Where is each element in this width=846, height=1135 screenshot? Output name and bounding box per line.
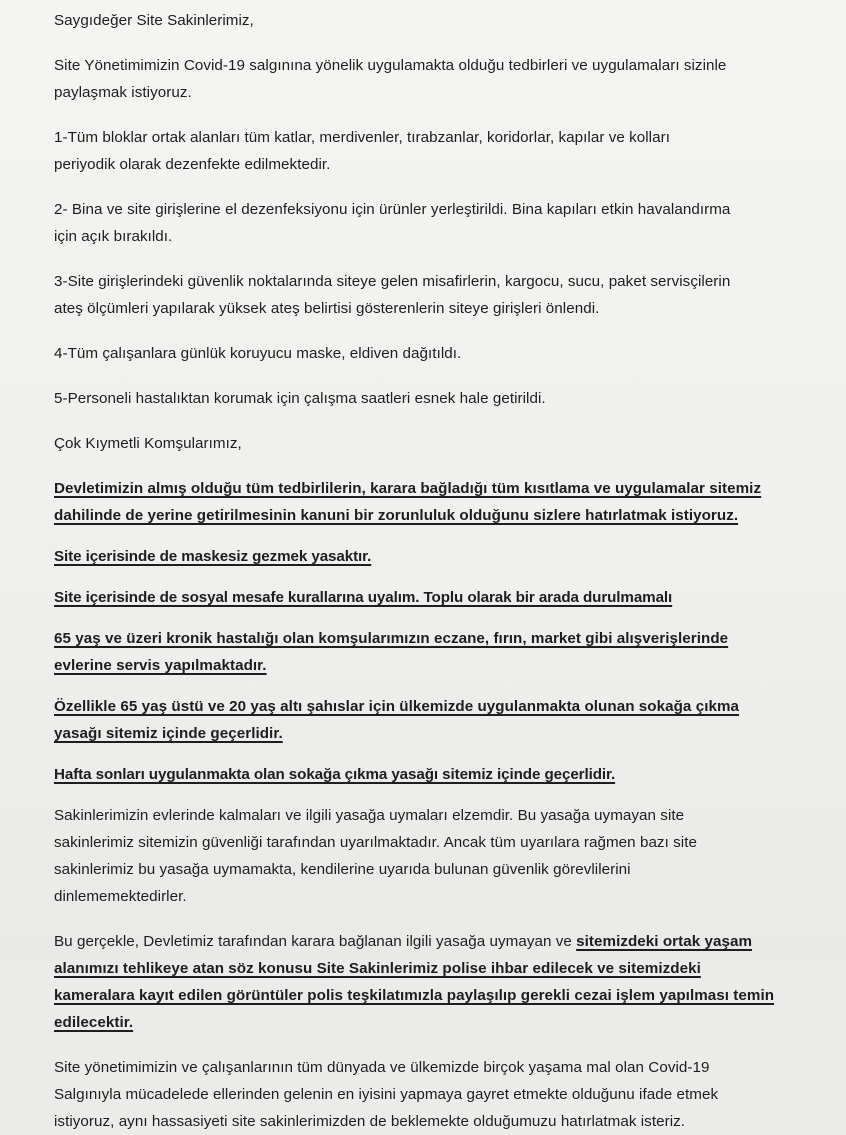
warning-line: edilecektir.: [54, 1014, 134, 1031]
stay-home-paragraph: [54, 802, 806, 910]
paragraph-line: Site yönetimimizin ve çalışanlarının tüm dünyada ve ülkemizde birçok yaşama mal olan Covid-19: [54, 1059, 710, 1076]
paragraph-line: sakinlerimiz sitemizin güvenliği tarafından uyarılmaktadır. Ancak tüm uyarılara rağmen bazı site: [54, 834, 697, 851]
reminder-line: evlerine servis yapılmaktadır.: [54, 657, 267, 674]
measure-line: için açık bırakıldı.: [54, 228, 173, 245]
warning-underlined-text: sitemizdeki ortak yaşam: [576, 933, 753, 950]
measure-1: [54, 124, 806, 178]
intro-line: Site Yönetimimizin Covid-19 salgınına yönelik uygulamakta olduğu tedbirleri ve uygulamaları sizinle: [54, 57, 727, 74]
reminder-line: 65 yaş ve üzeri kronik hastalığı olan komşularımızın eczane, fırın, market gibi alışverişlerinde: [54, 630, 729, 647]
reminder-weekend-curfew: Hafta sonları uygulanmakta olan sokağa çıkma yasağı sitemiz içinde geçerlidir.: [54, 766, 616, 783]
reminder-legal-obligation: [54, 475, 806, 529]
measure-line: 1-Tüm bloklar ortak alanları tüm katlar, merdivenler, tırabzanlar, koridorlar, kapılar ve kolları: [54, 129, 670, 146]
warning-line: kameralara kayıt edilen görüntüler polis teşkilatımızla paylaşılıp gerekli cezai işlem yapılması temin: [54, 987, 775, 1004]
police-warning-paragraph: [54, 928, 806, 1036]
measure-4: 4-Tüm çalışanlara günlük koruyucu maske, eldiven dağıtıldı.: [54, 345, 462, 362]
measure-line: periyodik olarak dezenfekte edilmektedir.: [54, 156, 331, 173]
measure-5: 5-Personeli hastalıktan korumak için çalışma saatleri esnek hale getirildi.: [54, 390, 546, 407]
closing-paragraph: [54, 1054, 806, 1135]
reminder-curfew-age: [54, 693, 806, 747]
paragraph-line: Sakinlerimizin evlerinde kalmaları ve ilgili yasağa uymaları elzemdir. Bu yasağa uymayan site: [54, 807, 685, 824]
reminder-line: dahilinde de yerine getirilmesinin kanuni bir zorunluluk olduğunu sizlere hatırlatmak istiyoruz.: [54, 507, 739, 524]
measure-line: 3-Site girişlerindeki güvenlik noktalarında siteye gelen misafirlerin, kargocu, sucu, paket servisçilerin: [54, 273, 731, 290]
warning-plain-text: Bu gerçekle, Devletimiz tarafından karara bağlanan ilgili yasağa uymayan ve: [54, 933, 577, 950]
measure-line: 2- Bina ve site girişlerine el dezenfeksiyonu için ürünler yerleştirildi. Bina kapıları etkin havalandırma: [54, 201, 731, 218]
reminder-line: Devletimizin almış olduğu tüm tedbirlilerin, karara bağladığı tüm kısıtlama ve uygulamalar sitemiz: [54, 480, 762, 497]
reminder-distance: Site içerisinde de sosyal mesafe kurallarına uyalım. Toplu olarak bir arada durulmamalı: [54, 589, 673, 606]
paragraph-line: istiyoruz, aynı hassasiyeti site sakinlerimizden de beklemekte olduğumuzu hatırlatmak isteriz.: [54, 1113, 686, 1130]
paragraph-line: Salgınıyla mücadelede ellerinden gelenin en iyisini yapmaya gayret etmekte olduğunu ifade etmek: [54, 1086, 719, 1103]
reminder-elderly-service: [54, 625, 806, 679]
warning-first-line: [54, 928, 806, 955]
reminder-line: yasağı sitemiz içinde geçerlidir.: [54, 725, 283, 742]
second-greeting: Çok Kıymetli Komşularımız,: [54, 435, 242, 452]
intro-paragraph: [54, 52, 806, 106]
reminder-mask: Site içerisinde de maskesiz gezmek yasaktır.: [54, 548, 372, 565]
measure-line: ateş ölçümleri yapılarak yüksek ateş belirtisi gösterenlerin siteye girişleri önlendi.: [54, 300, 600, 317]
paragraph-line: dinlememektedirler.: [54, 888, 187, 905]
intro-line: paylaşmak istiyoruz.: [54, 84, 192, 101]
paragraph-line: sakinlerimiz bu yasağa uymamakta, kendilerine uyarıda bulunan güvenlik görevlilerini: [54, 861, 631, 878]
reminder-line: Özellikle 65 yaş üstü ve 20 yaş altı şahıslar için ülkemizde uygulanmakta olunan sokağa çıkma: [54, 698, 740, 715]
warning-line: alanımızı tehlikeye atan söz konusu Site Sakinlerimiz polise ihbar edilecek ve sitemizdeki: [54, 960, 701, 977]
measure-2: [54, 196, 806, 250]
measure-3: [54, 268, 806, 322]
greeting: Saygıdeğer Site Sakinlerimiz,: [54, 12, 254, 29]
